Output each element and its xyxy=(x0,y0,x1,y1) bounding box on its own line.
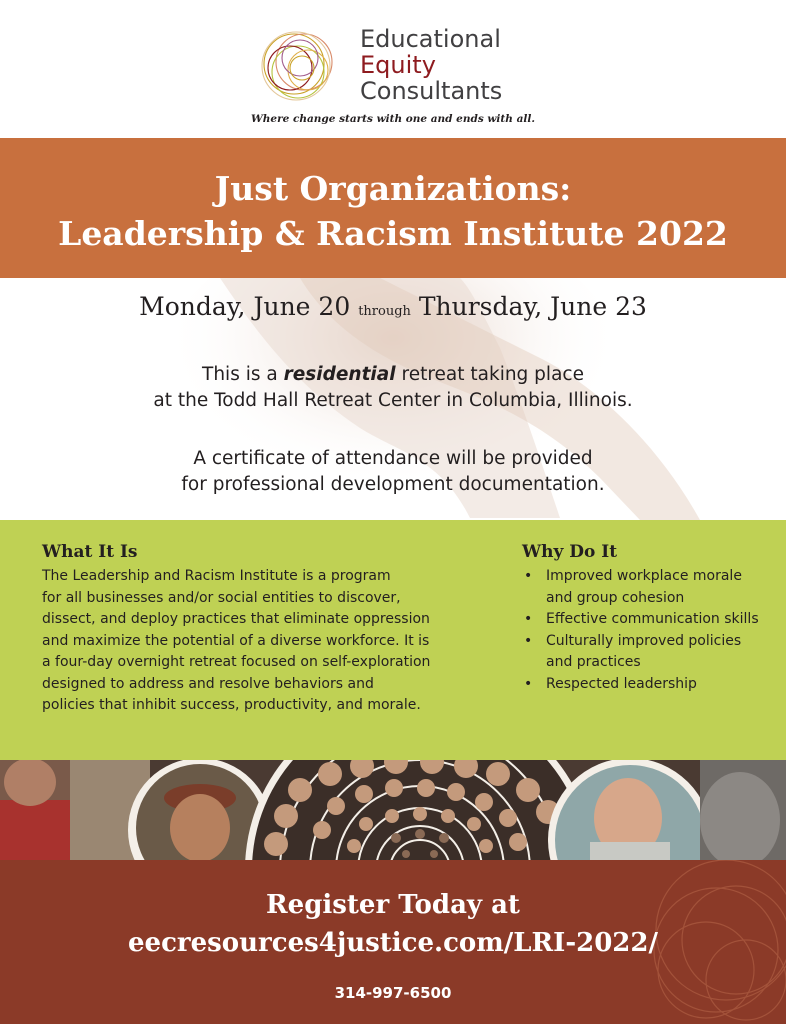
register-line1: Register Today at xyxy=(266,890,520,920)
why-list-item: • Respected leadership xyxy=(522,674,762,696)
what-line: The Leadership and Racism Institute is a program xyxy=(42,568,391,584)
residential-info xyxy=(0,362,786,414)
why-do-it-list xyxy=(522,566,762,695)
phone-number: 314-997-6500 xyxy=(334,984,452,1002)
certificate-info xyxy=(0,446,786,498)
people-photo-collage xyxy=(0,760,786,860)
certificate-line1: A certificate of attendance will be provided xyxy=(193,448,593,469)
what-line: for all businesses and/or social entities to discover, xyxy=(42,589,401,606)
title-banner xyxy=(0,138,786,278)
interlocking-circles-logo-icon xyxy=(252,22,350,112)
header xyxy=(0,0,786,138)
description-section xyxy=(0,520,786,760)
logo-line-educational: Educational xyxy=(360,25,501,53)
start-date: Monday, June 20 xyxy=(139,292,351,321)
what-line: designed to address and resolve behaviors and xyxy=(42,675,374,692)
registration-url-link[interactable]: eecresources4justice.com/LRI-2022/ xyxy=(128,928,658,958)
what-line: and maximize the potential of a diverse workforce. It is xyxy=(42,632,430,649)
what-it-is-heading: What It Is xyxy=(42,542,138,562)
location-line: at the Todd Hall Retreat Center in Columbia, Illinois. xyxy=(153,390,633,411)
logo-line-consultants: Consultants xyxy=(360,77,503,105)
what-line: a four-day overnight retreat focused on self-exploration xyxy=(42,654,431,670)
event-title-line1: Just Organizations: xyxy=(214,169,572,208)
end-date: Thursday, June 23 xyxy=(418,292,647,321)
residential-pre: This is a xyxy=(202,364,278,385)
residential-emphasis: residential xyxy=(283,364,396,385)
details-section xyxy=(0,278,786,520)
event-dates xyxy=(0,292,786,321)
photo-collage-image xyxy=(0,760,786,860)
why-list-item: • Culturally improved policies and practices xyxy=(522,631,762,674)
through-label: through xyxy=(358,304,411,319)
why-do-it-heading: Why Do It xyxy=(522,542,618,562)
logo-line-equity: Equity xyxy=(360,51,436,79)
what-line: policies that inhibit success, productivity, and morale. xyxy=(42,697,421,713)
what-line: dissect, and deploy practices that eliminate oppression xyxy=(42,611,430,627)
why-list-item: • Effective communication skills xyxy=(522,609,762,631)
tagline: Where change starts with one and ends with all. xyxy=(250,113,536,125)
residential-line xyxy=(0,362,786,388)
registration-footer xyxy=(0,860,786,1024)
what-it-is-text xyxy=(42,566,512,717)
residential-post: retreat taking place xyxy=(401,364,584,385)
event-title xyxy=(0,166,786,256)
logo-wordmark xyxy=(360,26,502,104)
event-title-line2: Leadership & Racism Institute 2022 xyxy=(58,214,728,253)
register-text xyxy=(0,886,786,962)
why-list-item: • Improved workplace morale and group cohesion xyxy=(522,566,762,609)
certificate-line2: for professional development documentation. xyxy=(181,474,605,495)
